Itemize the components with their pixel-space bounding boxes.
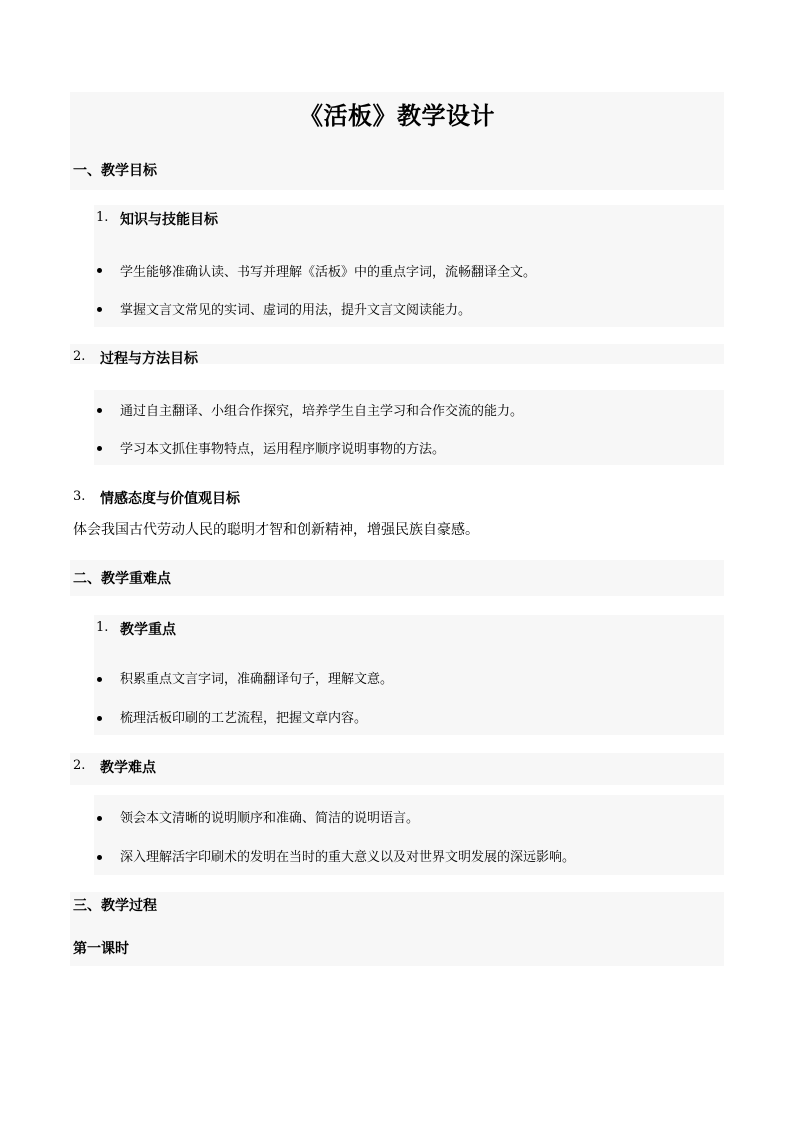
list-number: 2. [73,349,86,364]
list-item: 积累重点文言字词，准确翻译句子，理解文意。 [120,672,394,687]
list-item: 梳理活板印刷的工艺流程，把握文章内容。 [120,711,368,726]
bullet-icon [97,716,102,721]
section-heading-process: 三、教学过程 [73,898,157,914]
list-item: 通过自主翻译、小组合作探究，培养学生自主学习和合作交流的能力。 [120,404,524,419]
list-item: 学生能够准确认读、书写并理解《活板》中的重点字词，流畅翻译全文。 [120,265,537,280]
subheading-teaching-focus: 教学重点 [120,622,176,638]
bullet-icon [97,307,102,312]
bullet-icon [97,677,102,682]
document-title: 《活板》教学设计 [299,102,495,130]
list-item: 学习本文抓住事物特点，运用程序顺序说明事物的方法。 [120,442,446,457]
subheading-process-methods: 过程与方法目标 [100,351,198,367]
bullet-icon [97,446,102,451]
list-item: 掌握文言文常见的实词、虚词的用法，提升文言文阅读能力。 [120,303,472,318]
list-number: 2. [73,758,86,773]
subheading-knowledge-skills: 知识与技能目标 [120,212,218,228]
subheading-first-lesson: 第一课时 [73,941,129,957]
section-heading-objectives: 一、教学目标 [73,163,157,179]
section-heading-key-points: 二、教学重难点 [73,571,171,587]
sub-block-bg [70,892,724,966]
list-item: 领会本文清晰的说明顺序和准确、简洁的说明语言。 [120,811,420,826]
list-number: 1. [96,620,109,635]
bullet-icon [97,268,102,273]
subheading-values: 情感态度与价值观目标 [100,491,240,507]
list-number: 3. [73,489,86,504]
list-number: 1. [96,210,109,225]
bullet-icon [97,855,102,860]
subheading-teaching-difficulty: 教学难点 [100,760,156,776]
sub-block-bg [70,753,724,785]
list-item: 深入理解活字印刷术的发明在当时的重大意义以及对世界文明发展的深远影响。 [120,850,576,865]
bullet-icon [97,816,102,821]
bullet-icon [97,408,102,413]
paragraph: 体会我国古代劳动人民的聪明才智和创新精神，增强民族自豪感。 [73,522,479,538]
